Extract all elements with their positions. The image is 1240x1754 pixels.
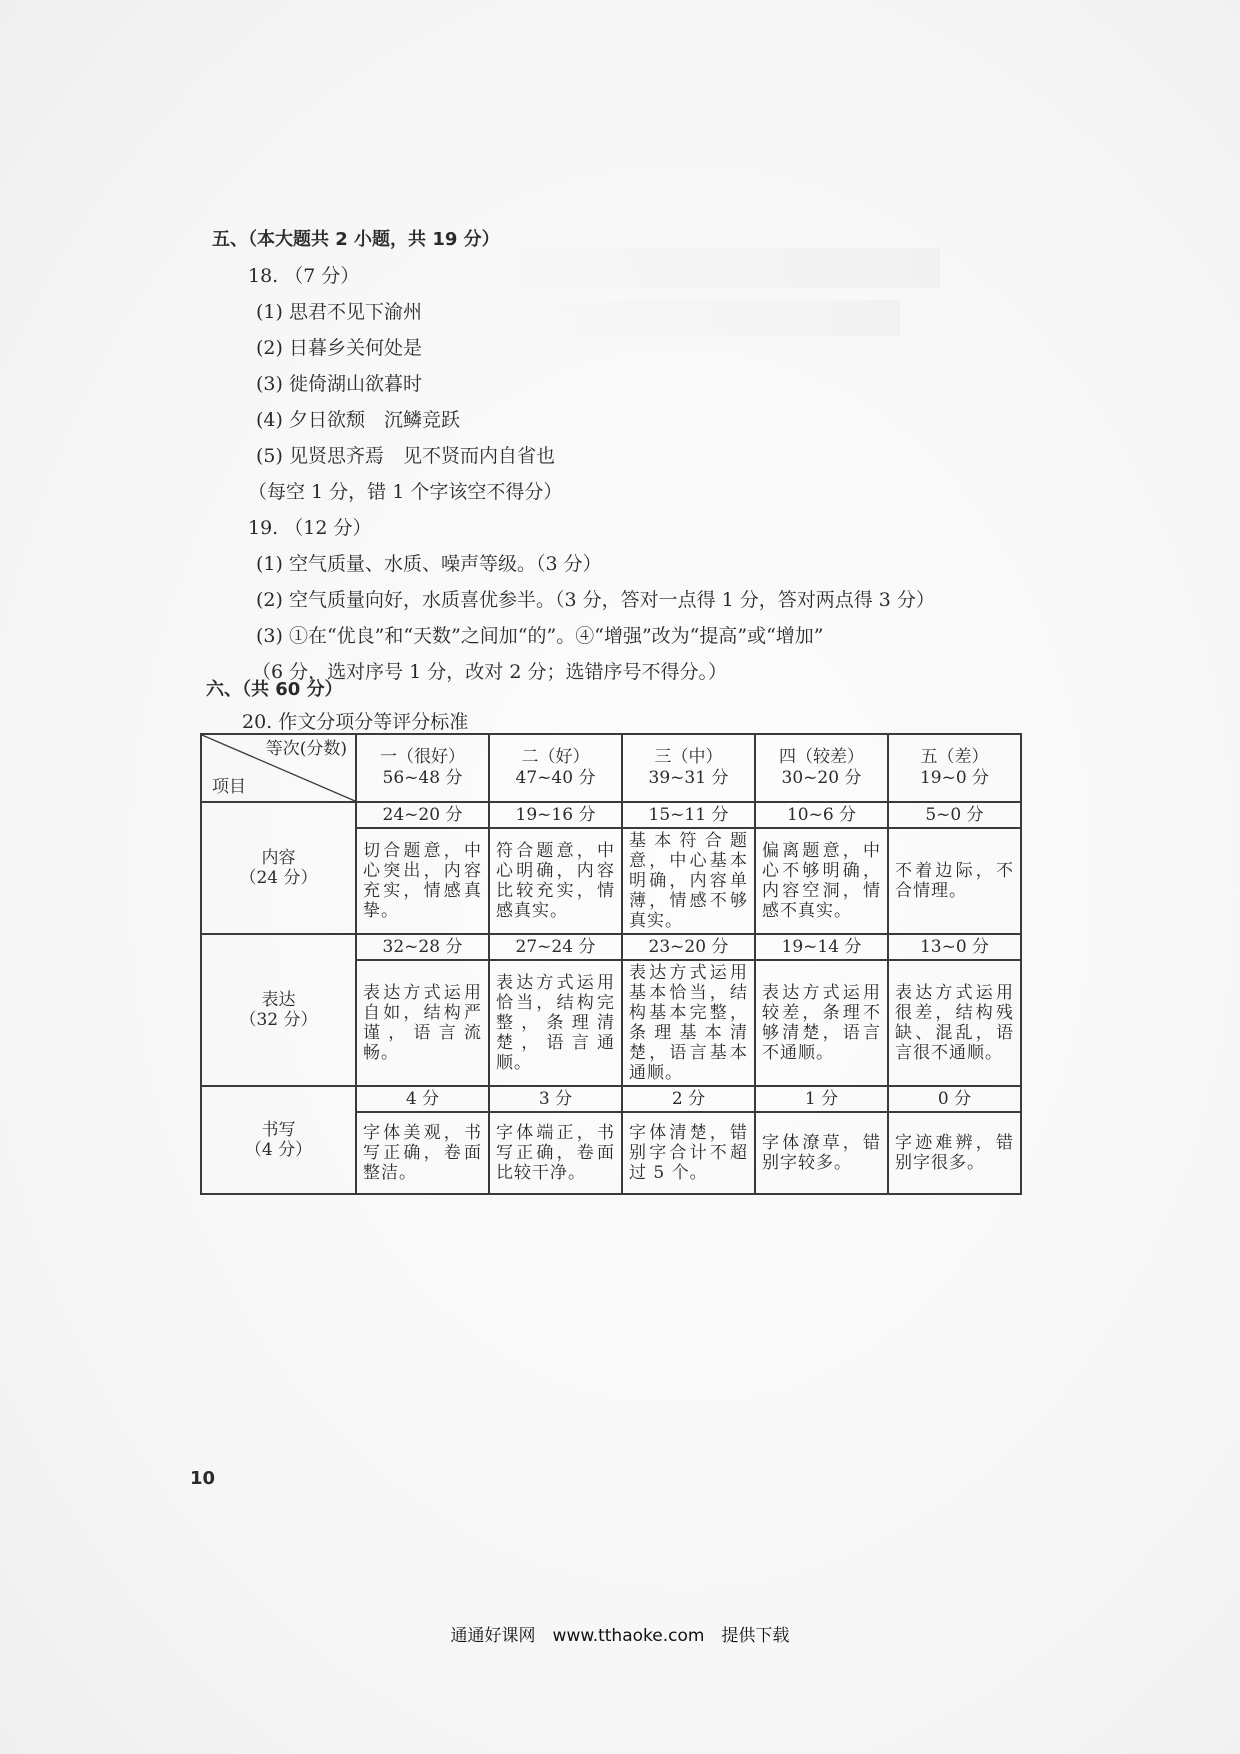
score-range: 13~0 分 (888, 934, 1021, 960)
item-expression-cell: 表达 （32 分） (201, 934, 356, 1086)
score-range: 3 分 (489, 1086, 622, 1112)
q18-answer-2: (2) 日暮乡关何处是 (256, 337, 422, 359)
table-corner-cell (201, 734, 356, 802)
criteria-description: 偏离题意，中心不够明确，内容空洞，情感不真实。 (755, 828, 888, 934)
q20-table-title: 20. 作文分项分等评分标准 (242, 711, 469, 733)
score-range: 0 分 (888, 1086, 1021, 1112)
score-range: 19~16 分 (489, 802, 622, 828)
score-range: 4 分 (356, 1086, 489, 1112)
score-range: 32~28 分 (356, 934, 489, 960)
corner-label-level: 等次(分数) (265, 739, 347, 759)
score-range: 15~11 分 (622, 802, 755, 828)
item-writing-cell: 书写 （4 分） (201, 1086, 356, 1194)
criteria-description: 字体清楚，错别字合计不超过 5 个。 (622, 1112, 755, 1194)
criteria-description: 基本符合题意，中心基本明确，内容单薄，情感不够真实。 (622, 828, 755, 934)
score-range: 1 分 (755, 1086, 888, 1112)
q19-scoring-note: （6 分，选对序号 1 分，改对 2 分；选错序号不得分。） (252, 661, 727, 683)
criteria-description: 字体美观，书写正确，卷面整洁。 (356, 1112, 489, 1194)
score-range: 19~14 分 (755, 934, 888, 960)
level-header-1: 一（很好） 56~48 分 (356, 734, 489, 802)
level-header-3: 三（中） 39~31 分 (622, 734, 755, 802)
criteria-description: 字体潦草，错别字较多。 (755, 1112, 888, 1194)
q18-answer-3: (3) 徙倚湖山欲暮时 (256, 373, 422, 395)
score-range: 2 分 (622, 1086, 755, 1112)
section-6-title: 六、（共 60 分） (206, 679, 343, 700)
score-range: 23~20 分 (622, 934, 755, 960)
criteria-description: 符合题意，中心明确，内容比较充实，情感真实。 (489, 828, 622, 934)
corner-label-item: 项目 (212, 777, 246, 797)
essay-scoring-table (200, 733, 1022, 1195)
criteria-description: 不着边际，不合情理。 (888, 828, 1021, 934)
q19-answer-3: (3) ①在“优良”和“天数”之间加“的”。④“增强”改为“提高”或“增加” (256, 625, 824, 647)
table-row (201, 802, 1021, 828)
criteria-description: 表达方式运用恰当，结构完整，条理清楚，语言通顺。 (489, 960, 622, 1086)
level-header-2: 二（好） 47~40 分 (489, 734, 622, 802)
score-range: 5~0 分 (888, 802, 1021, 828)
table-row (201, 1086, 1021, 1112)
criteria-description: 表达方式运用很差，结构残缺、混乱，语言很不通顺。 (888, 960, 1021, 1086)
page-number: 10 (190, 1468, 216, 1489)
item-content-cell: 内容 （24 分） (201, 802, 356, 934)
level-header-5: 五（差） 19~0 分 (888, 734, 1021, 802)
criteria-description: 字迹难辨，错别字很多。 (888, 1112, 1021, 1194)
score-range: 27~24 分 (489, 934, 622, 960)
section-5-title: 五、（本大题共 2 小题，共 19 分） (212, 229, 500, 250)
criteria-description: 切合题意，中心突出，内容充实，情感真挚。 (356, 828, 489, 934)
q18-answer-5: (5) 见贤思齐焉 见不贤而内自省也 (256, 445, 555, 467)
score-range: 10~6 分 (755, 802, 888, 828)
level-header-4: 四（较差） 30~20 分 (755, 734, 888, 802)
q18-heading: 18. （7 分） (248, 265, 360, 287)
criteria-description: 字体端正，书写正确，卷面比较干净。 (489, 1112, 622, 1194)
table-row (201, 934, 1021, 960)
q18-scoring-note: （每空 1 分，错 1 个字该空不得分） (248, 481, 563, 503)
q19-answer-1: (1) 空气质量、水质、噪声等级。（3 分） (256, 553, 602, 575)
criteria-description: 表达方式运用较差，条理不够清楚，语言不通顺。 (755, 960, 888, 1086)
q19-heading: 19. （12 分） (248, 517, 372, 539)
footer-credit: 通通好课网 www.tthaoke.com 提供下载 (450, 1626, 790, 1646)
q18-answer-4: (4) 夕日欲颓 沉鳞竞跃 (256, 409, 460, 431)
q19-answer-2: (2) 空气质量向好，水质喜优参半。（3 分，答对一点得 1 分，答对两点得 3 分） (256, 589, 935, 611)
q18-answer-1: (1) 思君不见下渝州 (256, 301, 422, 323)
criteria-description: 表达方式运用基本恰当，结构基本完整，条理基本清楚，语言基本通顺。 (622, 960, 755, 1086)
score-range: 24~20 分 (356, 802, 489, 828)
criteria-description: 表达方式运用自如，结构严谨，语言流畅。 (356, 960, 489, 1086)
